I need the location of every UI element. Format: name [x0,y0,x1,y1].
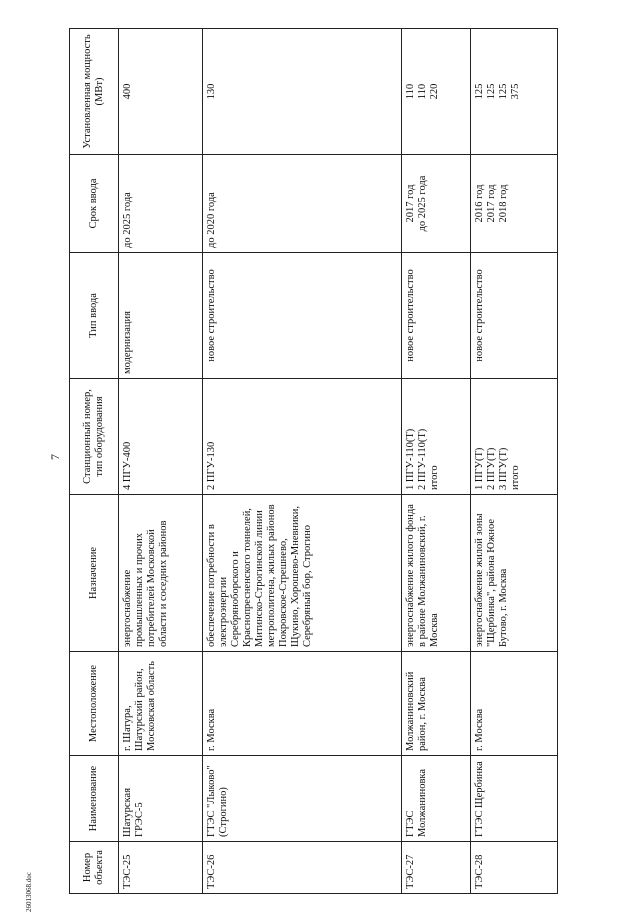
term-line: до 2020 года [206,192,217,248]
power-plants-table [69,28,558,894]
term-line: 2016 год [474,184,485,223]
header-term: Срок ввода [70,155,119,253]
cell-equipment [203,379,402,495]
cell-term [203,155,402,253]
cell-number: ТЭС-25 [119,842,203,894]
equipment-line: 4 ПГУ-400 [122,441,133,490]
cell-purpose: энергоснабжение промышленных и прочих потребителей Московской области и соседних районов [119,495,203,652]
cell-capacity [203,29,402,155]
cell-term [471,155,558,253]
cell-name: ГТЭС "Лыково" (Строгино) [203,756,402,842]
cell-purpose: обеспечение потребности в электроэнергии Серебряноборского и Краснопресненского тоннелей, Митинско-Строгинской линии метрополитена, жилых районов Покровское-Стрешнево, Щукино, Хорошево-Мневники, Серебряный бор, Строгино [203,495,402,652]
header-location: Местоположение [70,652,119,756]
term-line: до 2025 года [122,192,133,248]
equipment-line: 2 ПГУ-110(Т) [417,428,428,490]
header-name: Наименование [70,756,119,842]
table-row [119,29,203,894]
cell-number: ТЭС-27 [402,842,471,894]
table-row [203,29,402,894]
capacity-line: 125 [474,83,485,100]
header-equipment: Станционный номер, тип оборудования [70,379,119,495]
capacity-line: 400 [122,83,133,100]
cell-term [119,155,203,253]
cell-number: ТЭС-26 [203,842,402,894]
cell-type: модернизация [119,253,203,379]
equipment-line: 2 ПГУ(Т) [486,447,497,490]
cell-term [402,155,471,253]
capacity-line: 125 [498,83,509,100]
equipment-line: 1 ПГУ-110(Т) [405,428,416,490]
term-line: 2018 год [498,184,509,223]
cell-number: ТЭС-28 [471,842,558,894]
header-number: Номер объекта [70,842,119,894]
cell-name: ГТЭС Молжаниновка [402,756,471,842]
capacity-line: 130 [206,83,217,100]
equipment-line: итого [510,465,521,490]
cell-capacity [471,29,558,155]
cell-location: г. Москва [203,652,402,756]
equipment-line: 2 ПГУ-130 [206,441,217,490]
footer-doc-code: 26013068.doc [25,872,33,912]
cell-type: новое строительство [402,253,471,379]
table-row [402,29,471,894]
cell-equipment [119,379,203,495]
cell-type: новое строительство [203,253,402,379]
header-type: Тип ввода [70,253,119,379]
cell-location: Молжаниновский район, г. Москва [402,652,471,756]
cell-capacity [402,29,471,155]
equipment-line: итого [429,465,440,490]
term-line: до 2025 года [417,175,428,232]
page-number: 7 [48,454,62,460]
cell-name: Шатурская ГРЭС-5 [119,756,203,842]
header-capacity: Установленная мощность (МВт) [70,29,119,155]
term-line: 2017 год [486,184,497,223]
capacity-line: 125 [486,83,497,100]
equipment-line: 3 ПГУ(Т) [498,447,509,490]
cell-capacity [119,29,203,155]
header-purpose: Назначение [70,495,119,652]
term-line: 2017 год [405,184,416,223]
cell-purpose: энергоснабжение жилого фонда в районе Молжаниновский, г. Москва [402,495,471,652]
cell-location: г. Шатура, Шатурский район, Московская область [119,652,203,756]
cell-location: г. Москва [471,652,558,756]
capacity-line: 110 [417,83,428,100]
cell-type: новое строительство [471,253,558,379]
cell-purpose: энергоснабжение жилой зоны "Щербинка", района Южное Бутово, г. Москва [471,495,558,652]
rotated-table-container [69,29,640,894]
cell-name: ГТЭС Щербинка [471,756,558,842]
equipment-line: 1 ПГУ(Т) [474,447,485,490]
capacity-line: 220 [429,83,440,100]
table-row [471,29,558,894]
cell-equipment [402,379,471,495]
capacity-line: 375 [510,83,521,100]
cell-equipment [471,379,558,495]
capacity-line: 110 [405,83,416,100]
header-row [70,29,119,894]
